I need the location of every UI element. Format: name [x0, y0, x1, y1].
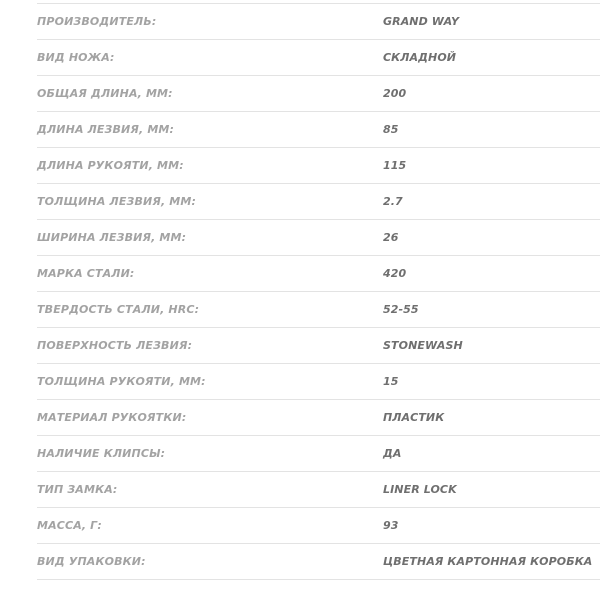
- spec-row-blade-thickness: [37, 184, 600, 220]
- spec-label: ДЛИНА РУКОЯТИ, ММ:: [37, 159, 184, 172]
- spec-label: ШИРИНА ЛЕЗВИЯ, ММ:: [37, 231, 187, 244]
- spec-value: ПЛАСТИК: [383, 411, 445, 424]
- spec-value: 200: [383, 87, 407, 100]
- spec-value: 2.7: [383, 195, 403, 208]
- spec-value: 85: [383, 123, 399, 136]
- spec-label: ВИД УПАКОВКИ:: [37, 555, 146, 568]
- spec-value: LINER LOCK: [383, 483, 457, 496]
- spec-value: STONEWASH: [383, 339, 463, 352]
- spec-row-handle-thickness: [37, 364, 600, 400]
- spec-label: ТВЕРДОСТЬ СТАЛИ, HRC:: [37, 303, 200, 316]
- spec-row-blade-finish: [37, 328, 600, 364]
- spec-row-steel-grade: [37, 256, 600, 292]
- spec-label: МАРКА СТАЛИ:: [37, 267, 135, 280]
- spec-label: МАССА, Г:: [37, 519, 102, 532]
- spec-value: 93: [383, 519, 399, 532]
- specs-table: [37, 3, 600, 580]
- spec-row-handle-length: [37, 148, 600, 184]
- spec-value: СКЛАДНОЙ: [383, 51, 457, 64]
- spec-value: 52-55: [383, 303, 419, 316]
- spec-row-knife-type: [37, 40, 600, 76]
- spec-label: ТИП ЗАМКА:: [37, 483, 118, 496]
- spec-label: ПОВЕРХНОСТЬ ЛЕЗВИЯ:: [37, 339, 193, 352]
- spec-row-weight: [37, 508, 600, 544]
- spec-value: 15: [383, 375, 399, 388]
- spec-row-blade-width: [37, 220, 600, 256]
- spec-label: ДЛИНА ЛЕЗВИЯ, ММ:: [37, 123, 175, 136]
- spec-row-handle-material: [37, 400, 600, 436]
- spec-row-packaging: [37, 544, 600, 580]
- spec-value: ДА: [383, 447, 402, 460]
- spec-row-manufacturer: [37, 4, 600, 40]
- spec-row-lock-type: [37, 472, 600, 508]
- spec-value: 115: [383, 159, 407, 172]
- spec-label: ПРОИЗВОДИТЕЛЬ:: [37, 15, 157, 28]
- spec-value: 420: [383, 267, 407, 280]
- spec-label: ТОЛЩИНА ЛЕЗВИЯ, ММ:: [37, 195, 197, 208]
- spec-label: МАТЕРИАЛ РУКОЯТКИ:: [37, 411, 187, 424]
- spec-label: ВИД НОЖА:: [37, 51, 115, 64]
- spec-row-steel-hardness: [37, 292, 600, 328]
- spec-label: ТОЛЩИНА РУКОЯТИ, ММ:: [37, 375, 206, 388]
- spec-value: 26: [383, 231, 399, 244]
- spec-row-total-length: [37, 76, 600, 112]
- spec-row-clip: [37, 436, 600, 472]
- spec-value: ЦВЕТНАЯ КАРТОННАЯ КОРОБКА: [383, 555, 593, 568]
- spec-value: GRAND WAY: [383, 15, 460, 28]
- spec-label: ОБЩАЯ ДЛИНА, ММ:: [37, 87, 173, 100]
- spec-row-blade-length: [37, 112, 600, 148]
- spec-label: НАЛИЧИЕ КЛИПСЫ:: [37, 447, 166, 460]
